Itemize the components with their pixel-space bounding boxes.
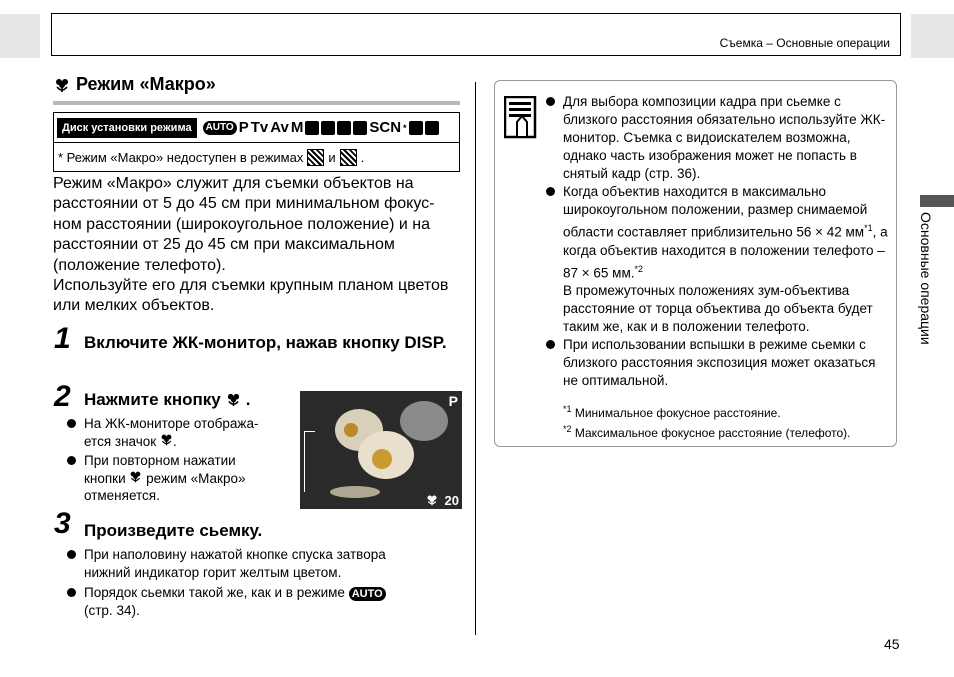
- list-item: При повторном нажатии кнопки режим «Макро» отменяется.: [66, 452, 281, 505]
- lcd-mode-indicator: P: [448, 393, 458, 409]
- left-edge-tab: [0, 14, 40, 58]
- chapter-side-label: Основные операции: [918, 212, 934, 345]
- page-header: [51, 13, 901, 56]
- macro-flower-icon: [54, 77, 70, 93]
- step-2-title-text: Нажмите кнопку: [84, 390, 221, 409]
- right-edge-tab: [911, 14, 954, 58]
- step-1-title: Включите ЖК-монитор, нажав кнопку DISP.: [84, 333, 447, 352]
- mode-note: [54, 143, 459, 171]
- mode-asterisk: *: [403, 122, 407, 133]
- mode-m: M: [290, 119, 304, 136]
- footnote: $^{*2}$ Максимальное фокусное расстояние (телефото).: [563, 424, 851, 440]
- mode-icons: [203, 119, 439, 136]
- list-item: На ЖК-мониторе отобража-ется значок .: [66, 415, 281, 450]
- title-rule: [53, 101, 460, 105]
- list-item: При наполовину нажатой кнопке спуска затвора нижний индикатор горит желтым цветом.: [66, 546, 426, 581]
- macro-flower-icon: [129, 470, 142, 483]
- list-item: Для выбора композиции кадра при сьемке с близкого расстояния обязательно используйте ЖК-монитор. Съемка с видоискателем возможна, однако часть изображения может не попасть в снятый кадр (стр. 36).: [545, 93, 890, 183]
- step-3-title: Произведите сьемку.: [84, 521, 263, 540]
- mode-tv: Tv: [250, 119, 269, 136]
- list-item: При использовании вспышки в режиме сьемки с близкого расстояния экспозиция может оказаться не оптимальной.: [545, 336, 890, 390]
- fireworks-mode-icon: [307, 149, 324, 166]
- page-number: 45: [884, 636, 900, 652]
- intro-paragraph-1: Режим «Макро» служит для съемки объектов на расстоянии от 5 до 45 см при минимальном фокус-ном расстоянии (широкоугольное положение) и на расстоянии от 25 до 45 см при максимальном (положение телефото).: [53, 175, 435, 274]
- intro-paragraph-2: Используйте его для съемки крупным планом цветов или мелких объектов.: [53, 277, 449, 315]
- kids-mode-icon: [340, 149, 357, 166]
- section-title: [54, 74, 216, 95]
- step-2-title: Нажмите кнопку .: [84, 390, 251, 409]
- section-title-text: Режим «Макро»: [76, 74, 216, 94]
- header-section-title: Съемка – Основные операции: [719, 36, 890, 50]
- step-2-number: 2: [54, 380, 71, 413]
- step-2-bullets: [66, 415, 281, 505]
- footnote: $^{*1}$ Минимальное фокусное расстояние.: [563, 404, 781, 420]
- step-3-bullets: [66, 546, 426, 619]
- list-item: Порядок сьемки такой же, как и в режиме AUTO (стр. 34).: [66, 584, 426, 619]
- portrait-mode-icon: [305, 121, 319, 135]
- movie-mode-icon: [425, 121, 439, 135]
- note-bullets: [545, 93, 890, 390]
- mode-note-end: .: [360, 149, 365, 165]
- intro-text: [53, 174, 463, 317]
- stitch-mode-icon: [409, 121, 423, 135]
- chapter-tab-marker: [920, 195, 954, 207]
- macro-flower-icon: [160, 433, 173, 446]
- macro-flower-icon: [226, 392, 241, 407]
- auto-mode-icon: AUTO: [349, 587, 386, 601]
- list-item: Когда объектив находится в максимально широкоугольном положении, размер снимаемой области составляет приблизительно 56 × 42 $мм^{*1}$, а когда объектив находится в положении телефото – 87 × 65 мм.$^{*2}$ В промежуточных положениях зум-объектива расстояние от торца объектива до объекта будет таким же, как и в положении телефото.: [545, 183, 890, 336]
- mode-dial-row: [54, 113, 459, 143]
- mode-av: Av: [270, 119, 289, 136]
- lcd-preview-image: [300, 391, 462, 509]
- mode-note-text: * Режим «Макро» недоступен в режимах: [58, 149, 304, 165]
- mode-scn: SCN: [369, 119, 402, 136]
- night-mode-icon: [337, 121, 351, 135]
- macro-flower-icon: [426, 494, 438, 506]
- mode-auto: AUTO: [203, 121, 237, 135]
- step-3-number: 3: [54, 507, 71, 540]
- mode-dial-label: Диск установки режима: [57, 118, 197, 138]
- memo-icon: [504, 96, 540, 140]
- mode-p: P: [238, 119, 249, 136]
- sports-mode-icon: [353, 121, 367, 135]
- mode-dial-box: [53, 112, 460, 172]
- landscape-mode-icon: [321, 121, 335, 135]
- column-divider: [475, 82, 476, 635]
- footnotes: [563, 401, 893, 441]
- lcd-shot-count: 20: [444, 493, 459, 508]
- mode-note-and: и: [328, 149, 336, 165]
- step-1-number: 1: [54, 322, 71, 355]
